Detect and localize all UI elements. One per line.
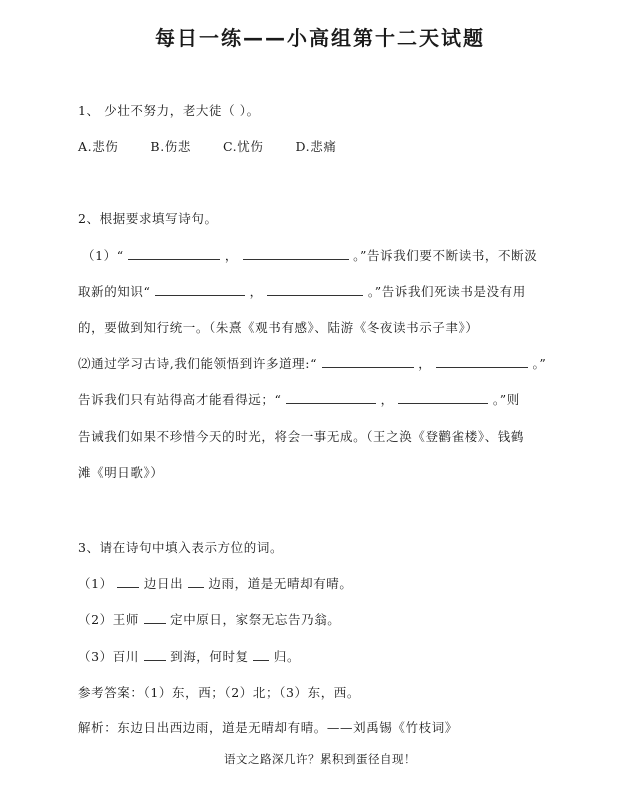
option-d: D.悲痛 bbox=[295, 139, 337, 154]
text-segment: （1）“ bbox=[82, 248, 124, 263]
text-segment: （2）王师 bbox=[78, 612, 139, 627]
answer-blank[interactable] bbox=[128, 247, 220, 260]
footer-motto: 语文之路深几许？累积到蛋径自现！ bbox=[224, 752, 416, 766]
answer-blank[interactable] bbox=[144, 611, 166, 624]
text-segment: 边雨，道是无晴却有晴。 bbox=[208, 576, 353, 591]
answer-blank[interactable] bbox=[253, 648, 269, 661]
q3-sentence-2 bbox=[78, 610, 340, 628]
text-segment: ， bbox=[249, 284, 263, 299]
question-1-stem: 1、 少壮不努力，老大徒（ ）。 bbox=[78, 103, 260, 118]
q2-part2-line4: 滩《明日歌》） bbox=[78, 465, 164, 480]
answer-blank[interactable] bbox=[188, 575, 204, 588]
answer-blank[interactable] bbox=[117, 575, 139, 588]
q3-sentence-1 bbox=[78, 574, 353, 592]
reference-answer: 参考答案：（1）东，西；（2）北；（3）东，西。 bbox=[78, 685, 361, 700]
option-c: C.忧伤 bbox=[222, 139, 264, 154]
text-segment: 定中原日，家祭无忘告乃翁。 bbox=[170, 612, 341, 627]
text-segment: 到海，何时复 bbox=[170, 649, 249, 664]
q2-part2-line1 bbox=[78, 354, 546, 372]
q2-part2-line2 bbox=[78, 390, 520, 408]
question-1-options bbox=[78, 137, 336, 155]
answer-blank[interactable] bbox=[398, 391, 488, 404]
text-segment: ， bbox=[418, 356, 432, 371]
q2-part1-line3: 的，要做到知行统一。（朱熹《观书有感》、陆游《冬夜读书示子聿》） bbox=[78, 320, 479, 335]
q2-part1-line2 bbox=[78, 282, 526, 300]
text-segment: 归。 bbox=[273, 649, 301, 664]
text-segment: ， bbox=[224, 248, 239, 263]
q3-sentence-3 bbox=[78, 647, 300, 665]
answer-blank[interactable] bbox=[243, 247, 349, 260]
text-segment: 边日出 bbox=[143, 576, 184, 591]
text-segment: （1） bbox=[78, 576, 113, 591]
question-2-stem: 2、根据要求填写诗句。 bbox=[78, 211, 218, 226]
text-segment: 。”告诉我们要不断读书，不断汲 bbox=[353, 248, 538, 263]
text-segment: 。” bbox=[532, 356, 547, 371]
text-segment: ， bbox=[380, 392, 394, 407]
answer-blank[interactable] bbox=[144, 648, 166, 661]
option-a: A.悲伤 bbox=[78, 139, 119, 154]
q2-part2-line3: 告诫我们如果不珍惜今天的时光，将会一事无成。（王之涣《登鹳雀楼》、钱鹤 bbox=[78, 429, 525, 444]
text-segment: 取新的知识“ bbox=[78, 284, 151, 299]
page-title: 每日一练——小高组第十二天试题 bbox=[155, 26, 485, 50]
question-3-stem: 3、请在诗句中填入表示方位的词。 bbox=[78, 540, 284, 555]
text-segment: 。”告诉我们死读书是没有用 bbox=[367, 284, 526, 299]
q2-part1-line1 bbox=[82, 246, 537, 264]
answer-blank[interactable] bbox=[155, 283, 245, 296]
answer-blank[interactable] bbox=[286, 391, 376, 404]
answer-blank[interactable] bbox=[322, 355, 414, 368]
analysis: 解析：东边日出西边雨，道是无晴却有晴。——刘禹锡《竹枝词》 bbox=[78, 720, 458, 735]
text-segment: ⑵通过学习古诗,我们能领悟到许多道理:“ bbox=[78, 356, 318, 371]
option-b: B.伤悲 bbox=[150, 139, 191, 154]
answer-blank[interactable] bbox=[267, 283, 363, 296]
text-segment: 。”则 bbox=[492, 392, 520, 407]
text-segment: 告诉我们只有站得高才能看得远；“ bbox=[78, 392, 282, 407]
answer-blank[interactable] bbox=[436, 355, 528, 368]
text-segment: （3）百川 bbox=[78, 649, 139, 664]
